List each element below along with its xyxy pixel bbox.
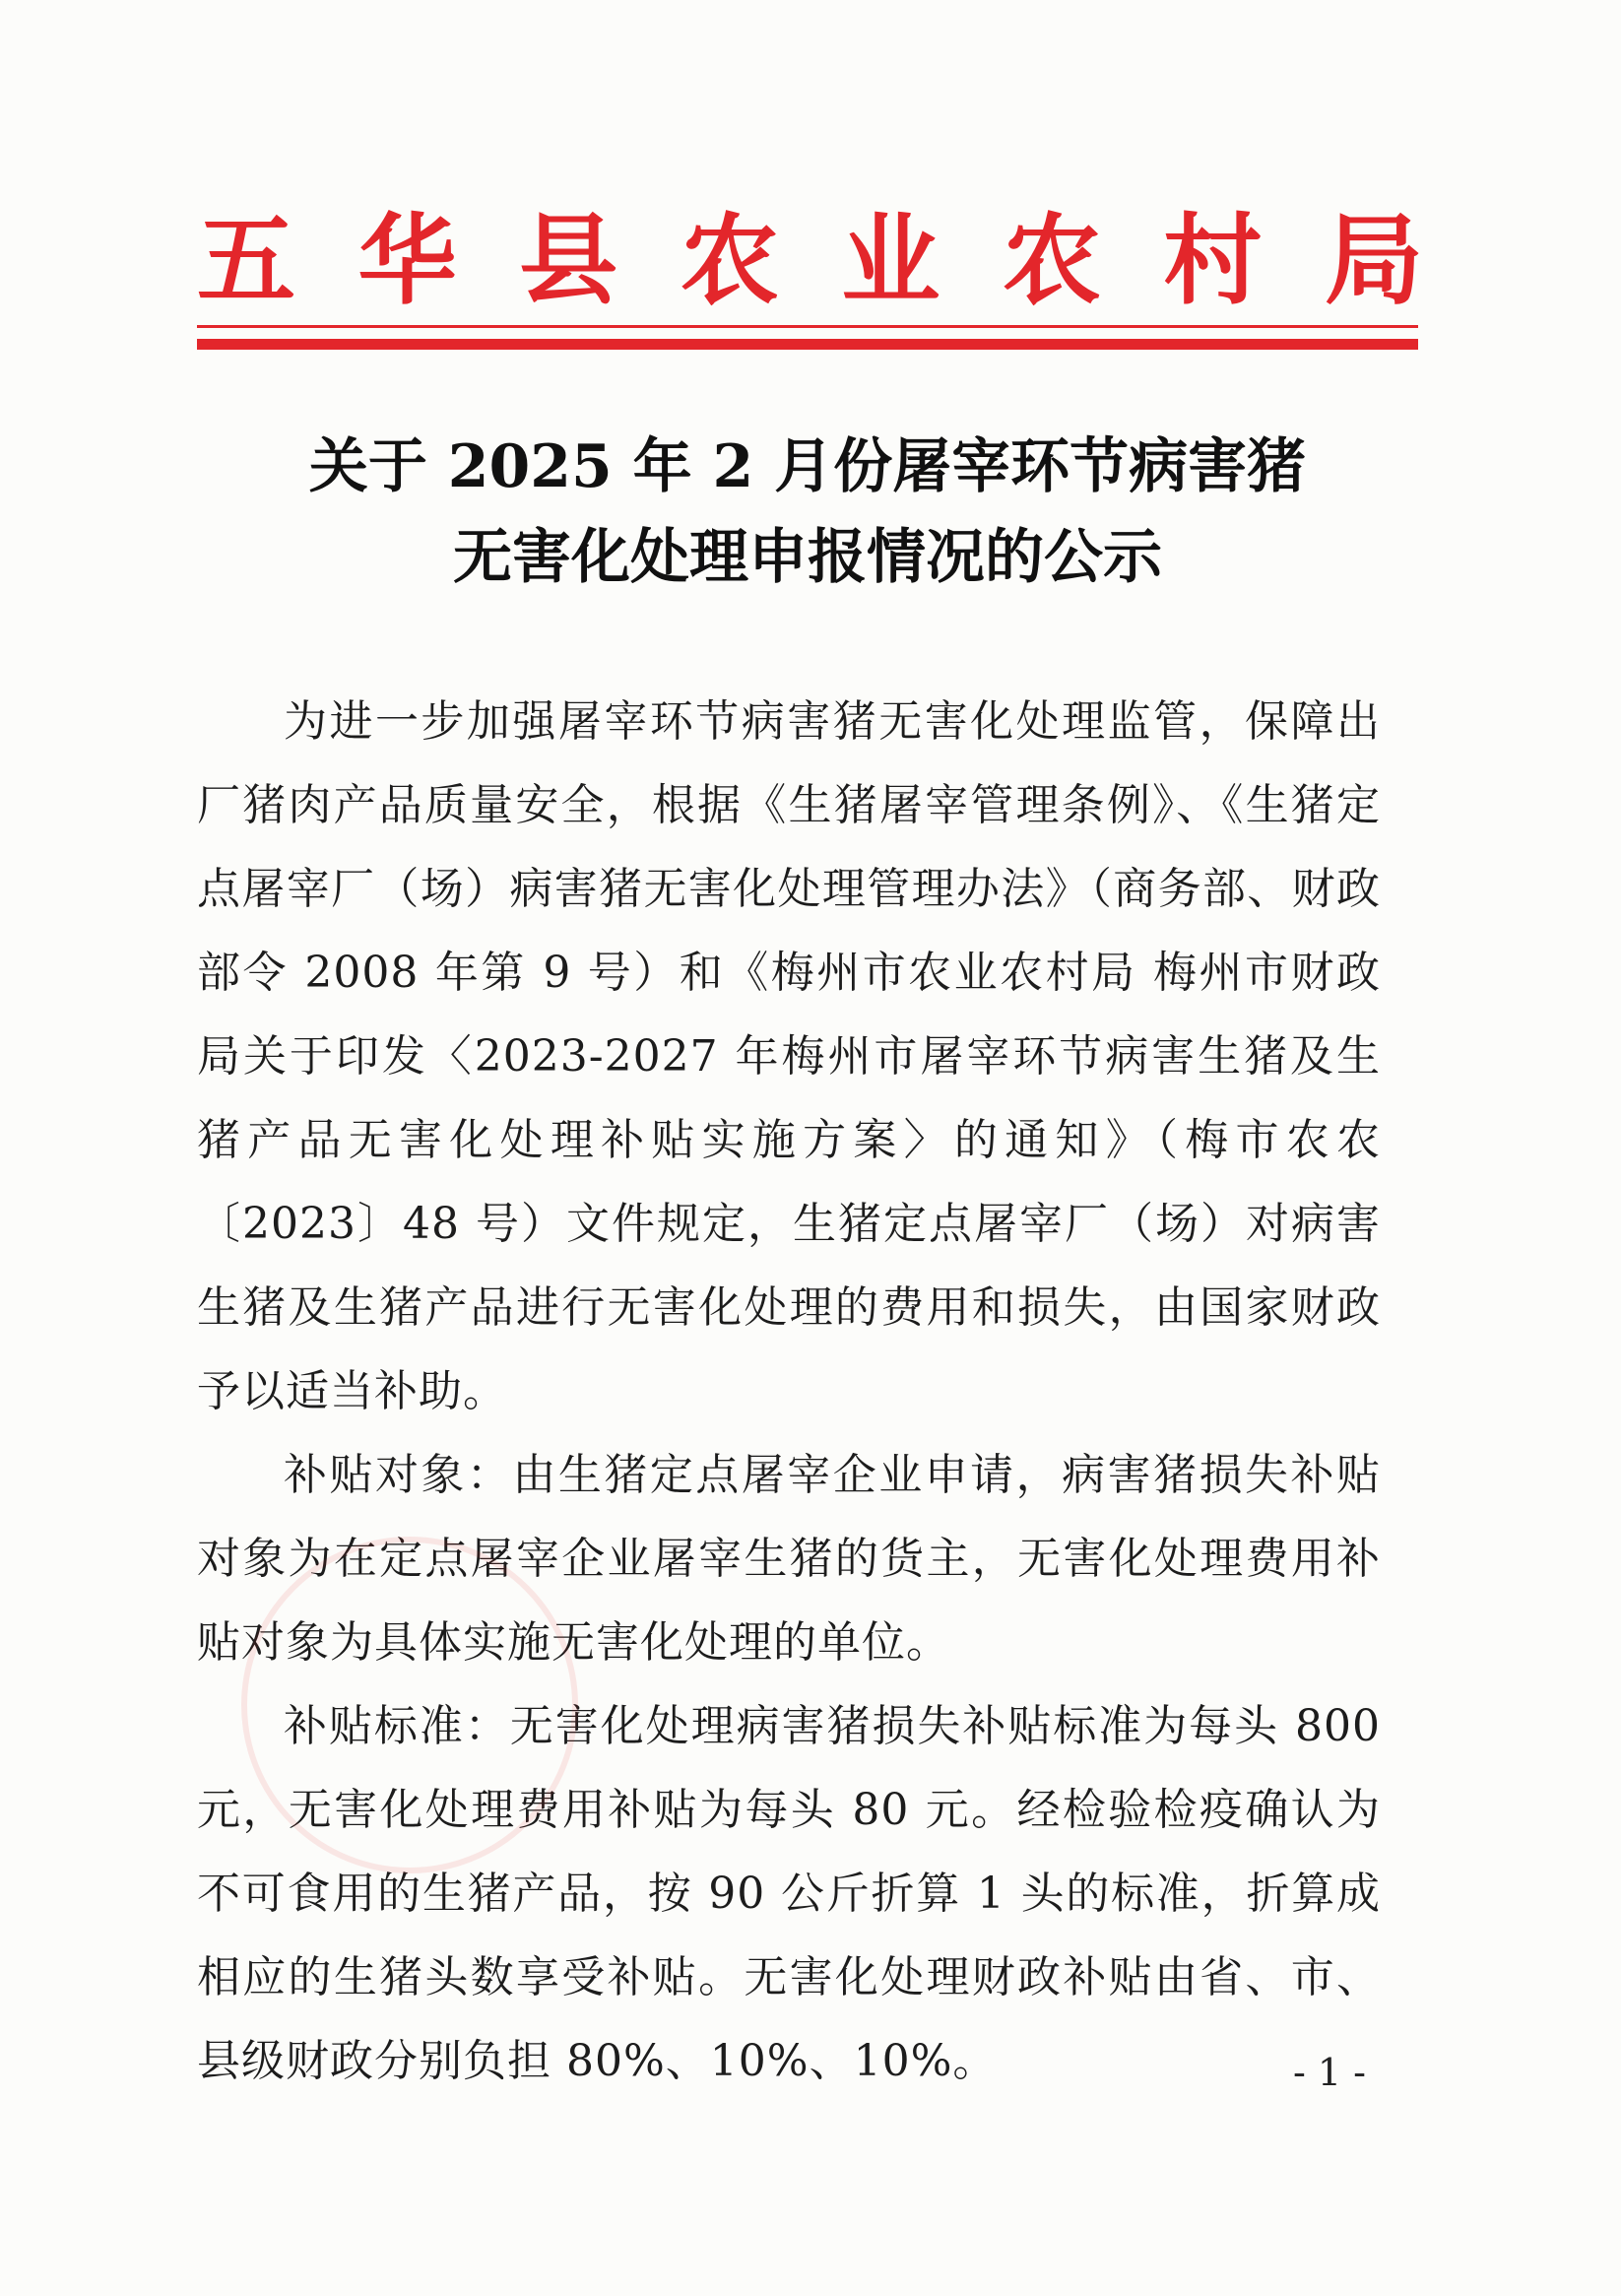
letterhead-divider-thin bbox=[197, 325, 1418, 328]
letterhead-issuer bbox=[197, 202, 1423, 320]
letterhead-divider-thick bbox=[197, 339, 1418, 350]
letterhead-char: 华 bbox=[357, 203, 457, 318]
body-paragraph: 为进一步加强屠宰环节病害猪无害化处理监管，保障出厂猪肉产品质量安全，根据《生猪屠宰管理条例》、《生猪定点屠宰厂（场）病害猪无害化处理管理办法》（商务部、财政部令 2008 年第 9 号）和《梅州市农业农村局 梅州市财政局关于印发〈2023-2027 年梅州市屠宰环节病害生猪及生猪产品无害化处理补贴实施方案〉的通知》（梅市农农〔2023〕48 号）文件规定，生猪定点屠宰厂（场）对病害生猪及生猪产品进行无害化处理的费用和损失，由国家财政予以适当补助。 bbox=[197, 696, 1381, 1416]
title-line-2: 无害化处理申报情况的公示 bbox=[453, 523, 1162, 592]
body-paragraph: 补贴对象：由生猪定点屠宰企业申请，病害猪损失补贴对象为在定点屠宰企业屠宰生猪的货主，无害化处理费用补贴对象为具体实施无害化处理的单位。 bbox=[197, 1450, 1381, 1668]
title-line-1: 关于 2025 年 2 月份屠宰环节病害猪 bbox=[308, 432, 1307, 501]
body-paragraph: 补贴标准：无害化处理病害猪损失补贴标准为每头 800 元，无害化处理费用补贴为每头 80 元。经检验检疫确认为不可食用的生猪产品，按 90 公斤折算 1 头的标准，折算成相应的生猪头数享受补贴。无害化处理财政补贴由省、市、县级财政分别负担 80%、10%、10%。 bbox=[197, 1701, 1381, 2086]
letterhead-char: 五 bbox=[197, 203, 295, 318]
document-body bbox=[197, 680, 1381, 2103]
document-title bbox=[197, 422, 1418, 603]
letterhead-char: 农 bbox=[1002, 203, 1101, 318]
page-number: - 1 - bbox=[1292, 2051, 1366, 2094]
letterhead-char: 局 bbox=[1324, 203, 1423, 318]
letterhead-char: 村 bbox=[1163, 203, 1263, 318]
letterhead-char: 农 bbox=[680, 203, 779, 318]
letterhead-char: 业 bbox=[841, 203, 940, 318]
letterhead-char: 县 bbox=[519, 203, 618, 318]
